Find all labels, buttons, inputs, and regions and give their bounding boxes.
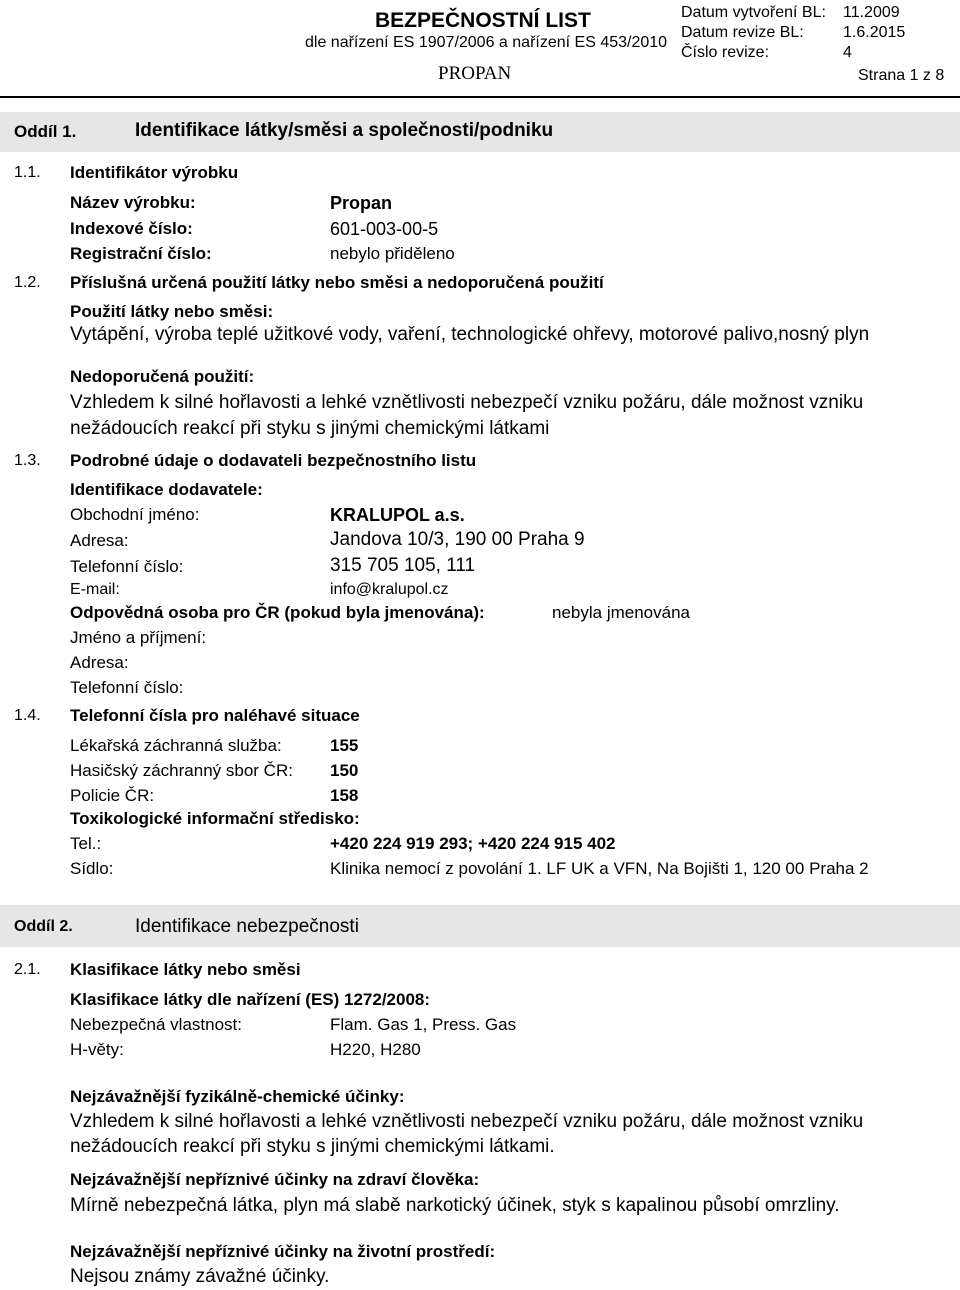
responsible-name-label: Jméno a příjmení: xyxy=(70,628,207,647)
use-label: Použití látky nebo směsi: xyxy=(70,302,274,321)
trade-name-label: Obchodní jméno: xyxy=(70,505,200,524)
email-label: E-mail: xyxy=(70,581,120,598)
index-number-label: Indexové číslo: xyxy=(70,219,193,238)
product-name-header: PROPAN xyxy=(438,63,512,84)
subsection-1-1-number: 1.1. xyxy=(14,164,41,181)
fire-service-label: Hasičský záchranný sbor ČR: xyxy=(70,761,293,780)
h-phrases-value: H220, H280 xyxy=(330,1040,421,1059)
page-number: Strana 1 z 8 xyxy=(858,67,945,84)
responsible-phone-label: Telefonní číslo: xyxy=(70,678,184,697)
revised-value: 1.6.2015 xyxy=(843,24,906,41)
not-recommended-line-2: nežádoucích reakcí při styku s jinými chemickými látkami xyxy=(70,418,550,439)
responsible-person-value: nebyla jmenována xyxy=(552,603,690,622)
subsection-1-2-number: 1.2. xyxy=(14,274,41,291)
classification-label: Klasifikace látky dle nařízení (ES) 1272/2008: xyxy=(70,990,431,1009)
toxicology-seat-label: Sídlo: xyxy=(70,859,114,878)
product-name-label: Název výrobku: xyxy=(70,193,196,212)
trade-name-value: KRALUPOL a.s. xyxy=(330,505,465,525)
subsection-1-3-number: 1.3. xyxy=(14,452,41,469)
environment-effects-value: Nejsou známy závažné účinky. xyxy=(70,1266,330,1287)
police-label: Policie ČR: xyxy=(70,786,155,805)
use-value: Vytápění, výroba teplé užitkové vody, vaření, technologické ohřevy, motorové palivo,nosný plyn xyxy=(70,324,870,345)
phone-value: 315 705 105, 111 xyxy=(330,555,476,576)
not-recommended-line-1: Vzhledem k silné hořlavosti a lehké vznětlivosti nebezpečí vzniku požáru, dále možnost vzniku xyxy=(70,392,864,413)
header-divider xyxy=(0,96,960,98)
phone-label: Telefonní číslo: xyxy=(70,557,184,576)
ems-label: Lékařská záchranná služba: xyxy=(70,736,282,755)
responsible-person-label: Odpovědná osoba pro ČR (pokud byla jmenována): xyxy=(70,603,485,622)
document-regulation: dle nařízení ES 1907/2006 a nařízení ES 453/2010 xyxy=(305,34,668,51)
responsible-address-label: Adresa: xyxy=(70,653,129,672)
created-label: Datum vytvoření BL: xyxy=(681,4,826,21)
section-1-title: Identifikace látky/směsi a společnosti/podniku xyxy=(135,120,554,141)
subsection-1-2-title: Příslušná určená použití látky nebo směsi a nedoporučená použití xyxy=(70,273,604,292)
police-value: 158 xyxy=(330,786,359,805)
subsection-2-1-number: 2.1. xyxy=(14,961,41,978)
revision-number-label: Číslo revize: xyxy=(681,44,770,61)
health-effects-value: Mírně nebezpečná látka, plyn má slabě narkotický účinek, styk s kapalinou působí omrzliny. xyxy=(70,1195,840,1216)
subsection-1-4-title: Telefonní čísla pro naléhavé situace xyxy=(70,706,360,725)
subsection-1-1-title: Identifikátor výrobku xyxy=(70,163,239,182)
subsection-1-4-number: 1.4. xyxy=(14,707,41,724)
physchem-effects-label: Nejzávažnější fyzikálně-chemické účinky: xyxy=(70,1087,405,1106)
toxicology-seat-value: Klinika nemocí z povolání 1. LF UK a VFN, Na Bojišti 1, 120 00 Praha 2 xyxy=(330,859,869,878)
revision-number-value: 4 xyxy=(843,44,852,61)
toxicology-phone-value: +420 224 919 293; +420 224 915 402 xyxy=(330,834,616,853)
toxicology-center-label: Toxikologické informační středisko: xyxy=(70,809,360,828)
index-number-value: 601-003-00-5 xyxy=(330,219,439,239)
environment-effects-label: Nejzávažnější nepříznivé účinky na životní prostředí: xyxy=(70,1242,496,1261)
fire-service-value: 150 xyxy=(330,761,359,780)
ems-value: 155 xyxy=(330,736,359,755)
section-1-label: Oddíl 1. xyxy=(14,122,77,141)
created-value: 11.2009 xyxy=(843,4,900,21)
document-title: BEZPEČNOSTNÍ LIST xyxy=(375,9,591,32)
address-value: Jandova 10/3, 190 00 Praha 9 xyxy=(330,529,585,550)
not-recommended-label: Nedoporučená použití: xyxy=(70,367,255,386)
hazard-property-value: Flam. Gas 1, Press. Gas xyxy=(330,1015,517,1034)
section-2-title: Identifikace nebezpečnosti xyxy=(135,916,359,937)
registration-number-value: nebylo přiděleno xyxy=(330,244,455,263)
health-effects-label: Nejzávažnější nepříznivé účinky na zdraví člověka: xyxy=(70,1170,480,1189)
toxicology-phone-label: Tel.: xyxy=(70,834,102,853)
subsection-2-1-title: Klasifikace látky nebo směsi xyxy=(70,960,301,979)
product-name-value: Propan xyxy=(330,193,393,213)
physchem-effects-line-2: nežádoucích reakcí při styku s jinými chemickými látkami. xyxy=(70,1136,555,1157)
section-2-label: Oddíl 2. xyxy=(14,918,73,935)
registration-number-label: Registrační číslo: xyxy=(70,244,212,263)
h-phrases-label: H-věty: xyxy=(70,1040,124,1059)
supplier-identification-label: Identifikace dodavatele: xyxy=(70,480,263,499)
subsection-1-3-title: Podrobné údaje o dodavateli bezpečnostního listu xyxy=(70,451,477,470)
revised-label: Datum revize BL: xyxy=(681,24,804,41)
address-label: Adresa: xyxy=(70,531,129,550)
email-value: info@kralupol.cz xyxy=(330,581,449,598)
physchem-effects-line-1: Vzhledem k silné hořlavosti a lehké vznětlivosti nebezpečí vzniku požáru, dále možnost vzniku xyxy=(70,1111,864,1132)
hazard-property-label: Nebezpečná vlastnost: xyxy=(70,1015,242,1034)
